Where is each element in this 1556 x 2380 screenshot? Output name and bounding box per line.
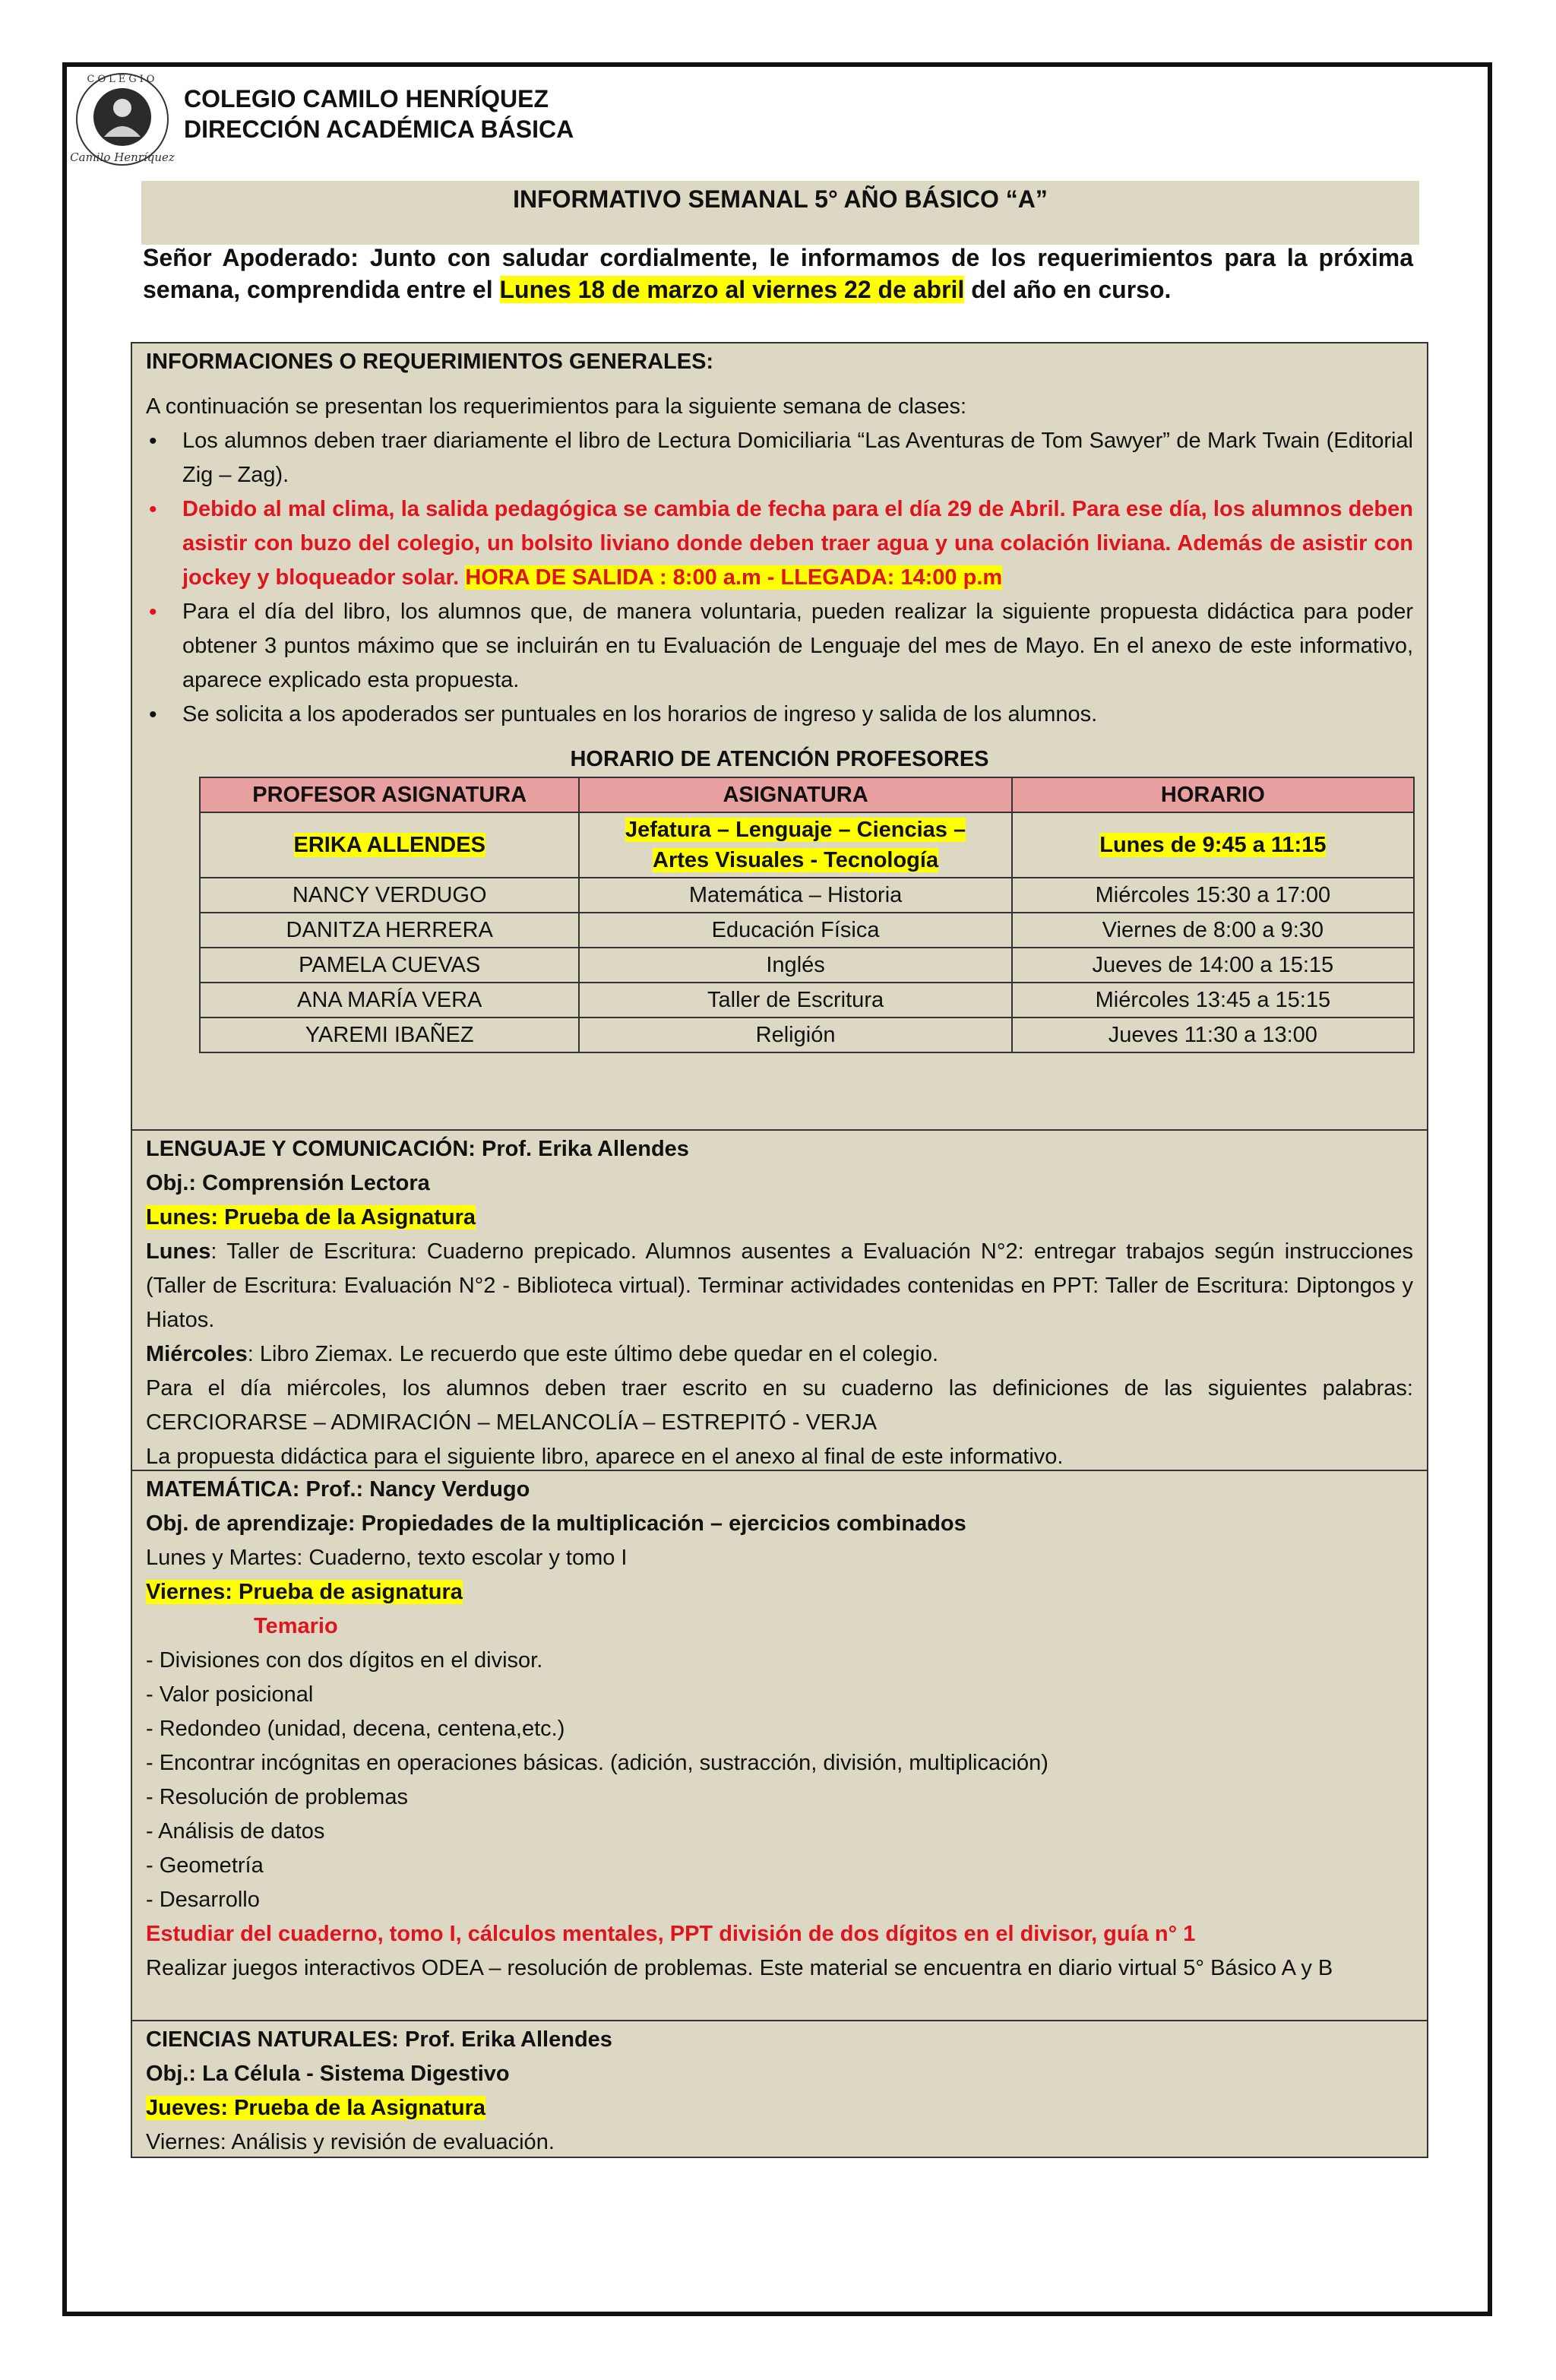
requirement-item: • Se solicita a los apoderados ser puntuales en los horarios de ingreso y salida de los alumnos. [169,698,1413,732]
lenguaje-objective: Obj.: Comprensión Lectora [146,1171,430,1195]
table-cell: NANCY VERDUGO [200,878,579,913]
requirement-item: • Los alumnos deben traer diariamente el libro de Lectura Domiciliaria “Las Aventuras de Tom Sawyer” de Mark Twain (Editorial Zig – Zag). [169,424,1413,492]
lenguaje-heading: LENGUAJE Y COMUNICACIÓN: Prof. Erika Allendes [146,1137,689,1161]
lenguaje-note: La propuesta didáctica para el siguiente libro, aparece en el anexo al final de este informativo. [146,1445,1064,1469]
requirement-item: • Para el día del libro, los alumnos que, de manera voluntaria, pueden realizar la siguiente propuesta didáctica para poder obtener 3 puntos máximo que se incluirán en tu Evaluación de Lenguaje del mes de Mayo. En el anexo de este informativo, aparece explicado esta propuesta. [169,595,1413,698]
field-trip-text: Debido al mal clima, la salida pedagógica se cambia de fecha para el día 29 de Abril. Para ese día, los alumnos deben asistir con buzo del colegio, un bolsito liviano donde deben traer agua y una colación liviana. Además de asistir con jockey y bloqueador solar. [182,497,1413,590]
column-header: ASIGNATURA [579,777,1011,812]
topic-item: - Divisiones con dos dígitos en el divisor. [146,1648,543,1673]
document-title: INFORMATIVO SEMANAL 5° AÑO BÁSICO “A” [141,181,1419,245]
requirements-list [146,424,1413,732]
topic-item: - Redondeo (unidad, decena, centena,etc.) [146,1717,565,1741]
matematica-objective: Obj. de aprendizaje: Propiedades de la multiplicación – ejercicios combinados [146,1511,966,1536]
intro-text-1: Señor Apoderado: Junto con saludar cordialmente, le informamos de los requerimientos para la próxima semana, comprendida entre el [143,244,1413,303]
table-cell: Lunes de 9:45 a 11:15 [1012,812,1414,878]
ciencias-objective: Obj.: La Célula - Sistema Digestivo [146,2062,510,2086]
ciencias-section [131,2020,1428,2158]
table-cell: Taller de Escritura [579,983,1011,1018]
requirement-item-field-trip [169,492,1413,595]
table-row [200,878,1414,913]
topic-item: - Encontrar incógnitas en operaciones básicas. (adición, sustracción, división, multiplicación) [146,1751,1048,1775]
lenguaje-wednesday: Miércoles: Libro Ziemax. Le recuerdo que este último debe quedar en el colegio. [146,1342,939,1366]
topic-item: - Geometría [146,1853,264,1878]
table-cell: ANA MARÍA VERA [200,983,579,1018]
logo-text-bottom: Camilo Henríquez [70,150,175,164]
matematica-odea: Realizar juegos interactivos ODEA – resolución de problemas. Este material se encuentra en diario virtual 5° Básico A y B [146,1956,1333,1980]
matematica-heading: MATEMÁTICA: Prof.: Nancy Verdugo [146,1477,530,1502]
general-requirements-section [131,342,1428,1131]
matematica-materials: Lunes y Martes: Cuaderno, texto escolar y tomo I [146,1546,628,1570]
school-name: COLEGIO CAMILO HENRÍQUEZ [184,85,549,112]
column-header: HORARIO [1012,777,1414,812]
ciencias-friday: Viernes: Análisis y revisión de evaluación. [146,2130,555,2154]
table-row [200,983,1414,1018]
field-trip-schedule: HORA DE SALIDA : 8:00 a.m - LLEGADA: 14:00 p.m [465,565,1003,590]
intro-paragraph [143,242,1413,305]
table-row [200,1018,1414,1052]
table-cell: YAREMI IBAÑEZ [200,1018,579,1052]
temario-label: Temario [254,1614,338,1638]
table-cell: DANITZA HERRERA [200,913,579,948]
table-cell: Educación Física [579,913,1011,948]
table-cell: Viernes de 8:00 a 9:30 [1012,913,1414,948]
table-cell: Religión [579,1018,1011,1052]
lenguaje-section [131,1129,1428,1471]
schedule-title: HORARIO DE ATENCIÓN PROFESORES [570,747,989,771]
general-lead: A continuación se presentan los requerimientos para la siguiente semana de clases: [146,394,967,419]
topic-item: - Resolución de problemas [146,1785,408,1809]
school-logo [70,67,175,172]
lenguaje-monday: Lunes: Taller de Escritura: Cuaderno prepicado. Alumnos ausentes a Evaluación N°2: entregar trabajos según instrucciones (Taller de Escritura: Evaluación N°2 - Biblioteca virtual). Terminar actividades contenidas en PPT: Taller de Escritura: Diptongos y Hiatos. [146,1239,1413,1332]
department-name: DIRECCIÓN ACADÉMICA BÁSICA [184,116,574,143]
lenguaje-test: Lunes: Prueba de la Asignatura [146,1205,476,1230]
topic-item: - Análisis de datos [146,1819,325,1844]
table-cell: Jueves 11:30 a 13:00 [1012,1018,1414,1052]
logo-text-top: COLEGIO [87,74,158,85]
table-row [200,948,1414,983]
table-cell: PAMELA CUEVAS [200,948,579,983]
column-header: PROFESOR ASIGNATURA [200,777,579,812]
ciencias-test: Jueves: Prueba de la Asignatura [146,2096,485,2120]
matematica-section [131,1470,1428,2021]
table-cell: Miércoles 15:30 a 17:00 [1012,878,1414,913]
teacher-schedule-table [199,777,1415,1053]
general-heading: INFORMACIONES O REQUERIMIENTOS GENERALES: [146,350,714,374]
table-header-row [200,777,1414,812]
table-row [200,913,1414,948]
table-cell: Jueves de 14:00 a 15:15 [1012,948,1414,983]
matematica-test: Viernes: Prueba de asignatura [146,1580,463,1604]
intro-text-2: del año en curso. [964,276,1172,303]
school-header [184,84,574,144]
intro-date-highlight: Lunes 18 de marzo al viernes 22 de abril [499,276,965,303]
table-cell: ERIKA ALLENDES [200,812,579,878]
matematica-study: Estudiar del cuaderno, tomo I, cálculos mentales, PPT división de dos dígitos en el divisor, guía n° 1 [146,1922,1196,1946]
topic-item: - Valor posicional [146,1682,314,1707]
ciencias-heading: CIENCIAS NATURALES: Prof. Erika Allendes [146,2027,612,2052]
table-row [200,812,1414,878]
lenguaje-words: Para el día miércoles, los alumnos deben traer escrito en su cuaderno las definiciones de las siguientes palabras: CERCIORARSE – ADMIRACIÓN – MELANCOLÍA – ESTREPITÓ - VERJA [146,1376,1413,1435]
table-cell: Miércoles 13:45 a 15:15 [1012,983,1414,1018]
table-cell: Inglés [579,948,1011,983]
table-cell: Matemática – Historia [579,878,1011,913]
table-cell: Jefatura – Lenguaje – Ciencias – Artes Visuales - Tecnología [579,812,1011,878]
topic-item: - Desarrollo [146,1888,260,1912]
